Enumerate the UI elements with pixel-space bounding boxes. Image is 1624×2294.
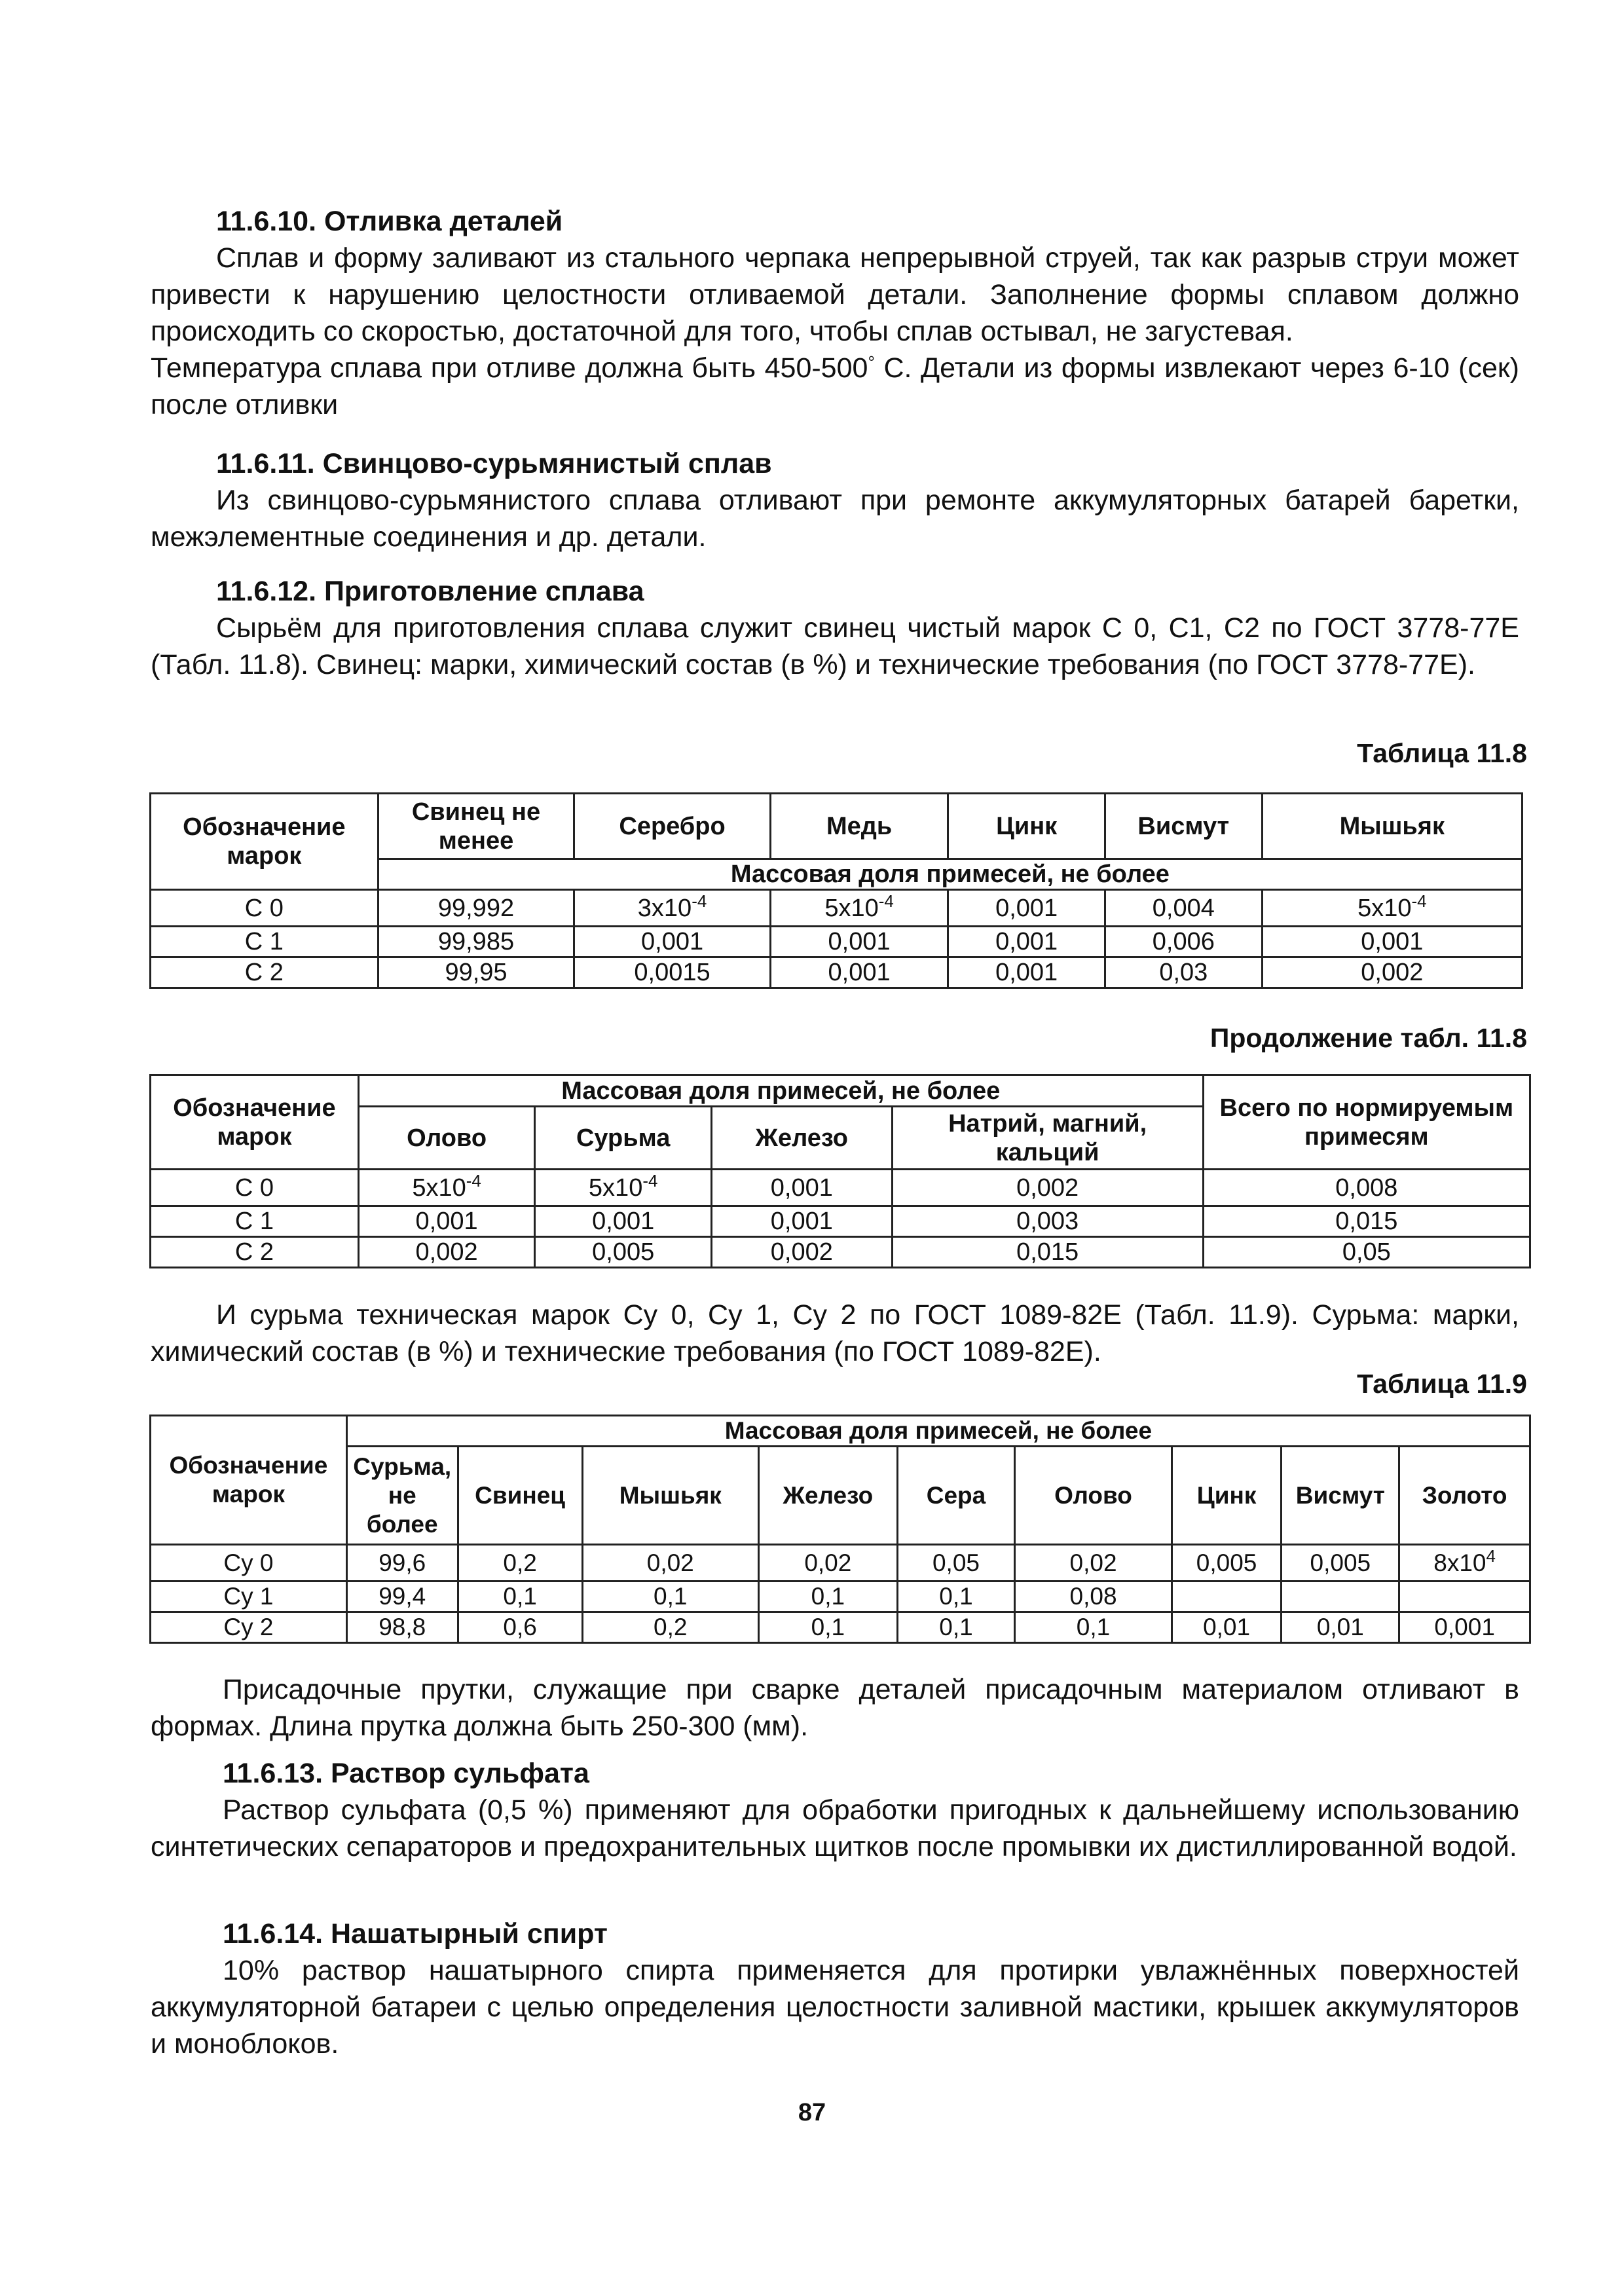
table-row <box>151 1612 1530 1643</box>
header-lead: Свинец <box>458 1447 582 1545</box>
exponent: -4 <box>692 891 707 911</box>
cell-iron: 0,02 <box>759 1545 898 1582</box>
table-row <box>151 1170 1530 1206</box>
paragraph-text: Температура сплава при отливе должна быть 450-500 <box>151 352 868 384</box>
exponent: -4 <box>642 1170 658 1191</box>
cell-zinc: 0,005 <box>1172 1545 1282 1582</box>
cell-bismuth: 0,03 <box>1105 957 1262 988</box>
cell-tin: 0,02 <box>1015 1545 1172 1582</box>
table-row <box>151 1582 1530 1612</box>
cell-grade: С 1 <box>151 1206 359 1237</box>
cell-silver: 0,001 <box>574 927 771 957</box>
header-arsenic: Мышьяк <box>582 1447 758 1545</box>
antimony-grades-table <box>149 1415 1531 1644</box>
table-caption: Таблица 11.9 <box>1357 1369 1527 1399</box>
table-row <box>151 890 1522 927</box>
cell-arsenic: 0,1 <box>582 1582 758 1612</box>
exponent: 4 <box>1486 1545 1496 1566</box>
section-paragraph: Из свинцово-сурьмянистого сплава отливают при ремонте аккумуляторных батарей баретки, межэлементные соединения и др. детали. <box>151 485 1519 553</box>
section-heading: 11.6.12. Приготовление сплава <box>216 576 644 607</box>
cell-arsenic: 0,001 <box>1262 927 1522 957</box>
section-filler-rods <box>151 1671 1519 1745</box>
section-heading: 11.6.11. Свинцово-сурьмянистый сплав <box>216 448 772 479</box>
cell-arsenic: 0,002 <box>1262 957 1522 988</box>
cell-antimony: 99,4 <box>346 1582 458 1612</box>
value: 5x10 <box>1357 894 1412 922</box>
cell-lead: 0,2 <box>458 1545 582 1582</box>
value: 5x10 <box>412 1174 466 1202</box>
cell-copper: 0,001 <box>770 927 948 957</box>
lead-grades-table <box>149 792 1523 989</box>
cell-sodium-magnesium-calcium: 0,002 <box>892 1170 1203 1206</box>
cell-arsenic: 0,2 <box>582 1612 758 1643</box>
cell-lead: 0,1 <box>458 1582 582 1612</box>
cell-iron: 0,1 <box>759 1582 898 1612</box>
value: 5x10 <box>824 894 879 922</box>
cell-iron: 0,001 <box>712 1170 893 1206</box>
cell-iron: 0,001 <box>712 1206 893 1237</box>
section-paragraph: 10% раствор нашатырного спирта применяется для протирки увлажнённых поверхностей аккумуляторной батареи с целью определения целостности заливной мастики, крышек аккумуляторов и моноблоков. <box>151 1955 1519 2060</box>
section-paragraph: Присадочные прутки, служащие при сварке деталей присадочным материалом отливают в формах. Длина прутка должна быть 250-300 (мм). <box>151 1674 1519 1742</box>
cell-grade: С 1 <box>151 927 378 957</box>
section-alloy <box>151 445 1519 555</box>
cell-zinc <box>1172 1582 1282 1612</box>
section-antimony <box>151 1297 1519 1370</box>
cell-bismuth <box>1282 1582 1399 1612</box>
cell-silver: 0,0015 <box>574 957 771 988</box>
cell-sodium-magnesium-calcium: 0,015 <box>892 1237 1203 1268</box>
header-lead: Свинец не менее <box>378 794 574 859</box>
cell-gold <box>1399 1582 1530 1612</box>
cell-bismuth: 0,01 <box>1282 1612 1399 1643</box>
cell-grade: С 0 <box>151 1170 359 1206</box>
cell-lead: 0,6 <box>458 1612 582 1643</box>
header-grade: Обозначение марок <box>151 1075 359 1170</box>
header-impurities: Массовая доля примесей, не более <box>358 1075 1203 1107</box>
cell-zinc: 0,001 <box>948 890 1105 927</box>
cell-grade: Су 0 <box>151 1545 347 1582</box>
section-paragraph: Сплав и форму заливают из стального черпака непрерывной струей, так как разрыв струи может привести к нарушению целостности отливаемой детали. Заполнение формы сплавом должно происходить со скоростью, достаточной для того, чтобы сплав остывал, не загустевая. <box>151 242 1519 347</box>
table-row <box>151 927 1522 957</box>
header-sodium-magnesium-calcium: Натрий, магний, кальций <box>892 1107 1203 1170</box>
cell-antimony: 98,8 <box>346 1612 458 1643</box>
header-arsenic: Мышьяк <box>1262 794 1522 859</box>
header-bismuth: Висмут <box>1105 794 1262 859</box>
cell-antimony: 99,6 <box>346 1545 458 1582</box>
exponent: -4 <box>1411 891 1427 911</box>
cell-lead: 99,992 <box>378 890 574 927</box>
header-iron: Железо <box>759 1447 898 1545</box>
section-sulfate-solution <box>151 1755 1519 1865</box>
cell-tin: 0,08 <box>1015 1582 1172 1612</box>
section-ammonia <box>151 1915 1519 2062</box>
exponent: -4 <box>466 1170 481 1191</box>
header-zinc: Цинк <box>1172 1447 1282 1545</box>
header-tin: Олово <box>358 1107 535 1170</box>
cell-zinc: 0,001 <box>948 927 1105 957</box>
value: 3x10 <box>637 894 692 922</box>
header-impurities: Массовая доля примесей, не более <box>378 859 1522 890</box>
section-casting <box>151 203 1519 423</box>
header-grade: Обозначение марок <box>151 794 378 890</box>
cell-sodium-magnesium-calcium: 0,003 <box>892 1206 1203 1237</box>
table-caption: Продолжение табл. 11.8 <box>1209 1023 1527 1053</box>
section-paragraph-temperature <box>151 350 1519 423</box>
value: 8x10 <box>1433 1549 1486 1576</box>
cell-zinc: 0,001 <box>948 957 1105 988</box>
header-sulfur: Сера <box>897 1447 1015 1545</box>
cell-arsenic <box>1262 890 1522 927</box>
header-iron: Железо <box>712 1107 893 1170</box>
header-grade: Обозначение марок <box>151 1416 347 1545</box>
cell-bismuth: 0,006 <box>1105 927 1262 957</box>
cell-bismuth: 0,004 <box>1105 890 1262 927</box>
table-row <box>151 957 1522 988</box>
section-heading: 11.6.10. Отливка деталей <box>216 206 563 237</box>
cell-tin: 0,1 <box>1015 1612 1172 1643</box>
section-alloy-preparation <box>151 573 1519 683</box>
header-silver: Серебро <box>574 794 771 859</box>
section-paragraph: Раствор сульфата (0,5 %) применяют для обработки пригодных к дальнейшему использованию синтетических сепараторов и предохранительных щитков после промывки их дистиллированной водой. <box>151 1794 1519 1862</box>
cell-grade: Су 1 <box>151 1582 347 1612</box>
cell-iron: 0,1 <box>759 1612 898 1643</box>
degree-sign: ° <box>868 352 875 372</box>
section-paragraph: И сурьма техническая марок Су 0, Су 1, Су 2 по ГОСТ 1089-82Е (Табл. 11.9). Сурьма: марки, химический состав (в %) и технические требования (по ГОСТ 1089-82Е). <box>151 1299 1519 1367</box>
table-row <box>151 1237 1530 1268</box>
lead-grades-table-continued <box>149 1074 1531 1268</box>
table-row <box>151 1206 1530 1237</box>
cell-zinc: 0,01 <box>1172 1612 1282 1643</box>
cell-sulfur: 0,1 <box>897 1612 1015 1643</box>
value: 5x10 <box>588 1174 643 1202</box>
cell-gold: 0,001 <box>1399 1612 1530 1643</box>
cell-grade: Су 2 <box>151 1612 347 1643</box>
cell-silver <box>574 890 771 927</box>
cell-antimony <box>535 1170 712 1206</box>
cell-sulfur: 0,1 <box>897 1582 1015 1612</box>
cell-grade: С 2 <box>151 1237 359 1268</box>
header-tin: Олово <box>1015 1447 1172 1545</box>
cell-grade: С 2 <box>151 957 378 988</box>
cell-iron: 0,002 <box>712 1237 893 1268</box>
cell-copper: 0,001 <box>770 957 948 988</box>
section-heading: 11.6.13. Раствор сульфата <box>223 1758 589 1789</box>
paragraph-text: С. Детали из формы извлекают через 6-10 (сек) после отливки <box>151 352 1519 420</box>
cell-tin: 0,002 <box>358 1237 535 1268</box>
header-bismuth: Висмут <box>1282 1447 1399 1545</box>
header-antimony: Сурьма, не более <box>346 1447 458 1545</box>
table-caption: Таблица 11.8 <box>1357 738 1527 768</box>
cell-sulfur: 0,05 <box>897 1545 1015 1582</box>
section-heading: 11.6.14. Нашатырный спирт <box>223 1918 608 1950</box>
cell-total: 0,05 <box>1203 1237 1530 1268</box>
cell-tin: 0,001 <box>358 1206 535 1237</box>
header-impurities: Массовая доля примесей, не более <box>346 1416 1530 1447</box>
cell-antimony: 0,005 <box>535 1237 712 1268</box>
cell-grade: С 0 <box>151 890 378 927</box>
table-row <box>151 1545 1530 1582</box>
cell-bismuth: 0,005 <box>1282 1545 1399 1582</box>
header-zinc: Цинк <box>948 794 1105 859</box>
header-copper: Медь <box>770 794 948 859</box>
section-paragraph: Сырьём для приготовления сплава служит свинец чистый марок С 0, С1, С2 по ГОСТ 3778-77Е (Табл. 11.8). Свинец: марки, химический состав (в %) и технические требования (по ГОСТ 3778-77Е). <box>151 612 1519 680</box>
cell-lead: 99,95 <box>378 957 574 988</box>
cell-copper <box>770 890 948 927</box>
header-total: Всего по нормируемым примесям <box>1203 1075 1530 1170</box>
page-number: 87 <box>798 2099 826 2126</box>
cell-lead: 99,985 <box>378 927 574 957</box>
exponent: -4 <box>878 891 894 911</box>
cell-tin <box>358 1170 535 1206</box>
cell-arsenic: 0,02 <box>582 1545 758 1582</box>
header-gold: Золото <box>1399 1447 1530 1545</box>
header-antimony: Сурьма <box>535 1107 712 1170</box>
cell-antimony: 0,001 <box>535 1206 712 1237</box>
cell-total: 0,008 <box>1203 1170 1530 1206</box>
cell-gold <box>1399 1545 1530 1582</box>
cell-total: 0,015 <box>1203 1206 1530 1237</box>
